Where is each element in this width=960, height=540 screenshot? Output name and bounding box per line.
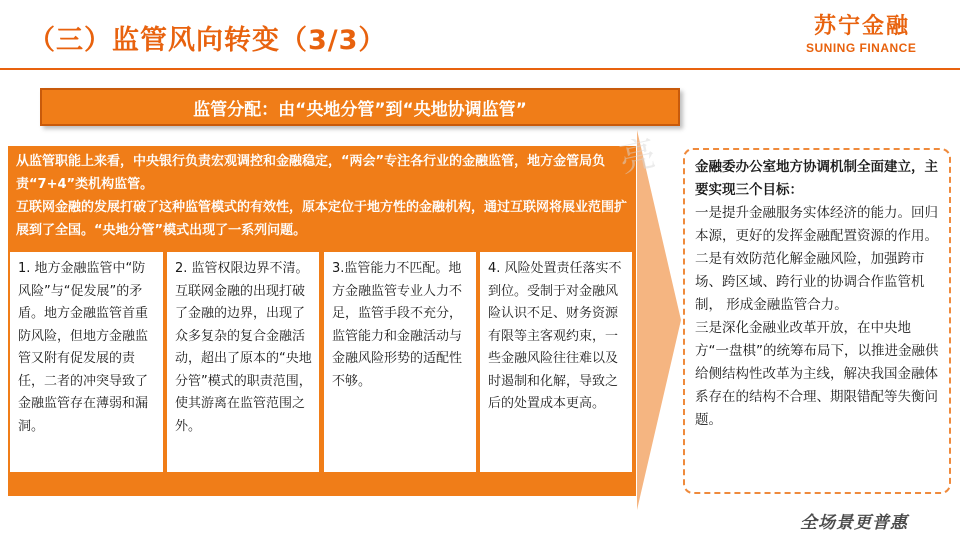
section-banner [40, 88, 680, 126]
problem-card-3: 3.监管能力不匹配。地方金融监管专业人力不足，监管手段不充分，监管能力和金融活动与金融风险形势的适配性不够。 [324, 252, 476, 472]
problem-card-2: 2. 监管权限边界不清。互联网金融的出现打破了金融的边界，出现了众多复杂的复合金融活动，超出了原本的“央地分管”模式的职责范围，使其游离在监管范围之外。 [167, 252, 319, 472]
logo-english-text: SUNING FINANCE [806, 41, 917, 55]
goal-item-2: 二是有效防范化解金融风险，加强跨市场、跨区域、跨行业的协调合作监管机制， 形成金融监管合力。 [695, 251, 925, 313]
header-divider [0, 68, 960, 70]
goal-item-3: 三是深化金融业改革开放，在中央地方“一盘棋”的统筹布局下，以推进金融供给侧结构性改革为主线，解决我国金融体系存在的结构不合理、期限错配等失衡问题。 [695, 320, 939, 428]
goals-box [683, 148, 951, 494]
banner-text: 监管分配：由“央地分管”到“央地协调监管” [193, 99, 527, 120]
suning-finance-logo [806, 14, 936, 60]
slide-title: （三）监管风向转变（3/3） [28, 25, 387, 56]
problem-card-4: 4. 风险处置责任落实不到位。受制于对金融风险认识不足、财务资源有限等主客观约束，一些金融风险往往难以及时遏制和化解，导致之后的处置成本更高。 [480, 252, 632, 472]
watermark-glyph: 亮 [615, 133, 660, 181]
intro-paragraph-2: 互联网金融的发展打破了这种监管模式的有效性，原本定位于地方性的金融机构，通过互联网将展业范围扩展到了全国。“央地分管”模式出现了一系列问题。 [16, 200, 628, 238]
intro-panel [8, 146, 636, 246]
goals-heading: 金融委办公室地方协调机制全面建立，主要实现三个目标： [695, 159, 938, 198]
intro-paragraph-1: 从监管职能上来看，中央银行负责宏观调控和金融稳定，“两会”专注各行业的金融监管，地方金管局负责“7+4”类机构监管。 [16, 154, 606, 192]
goal-item-1: 一是提升金融服务实体经济的能力。回归本源，更好的发挥金融配置资源的作用。 [695, 205, 938, 244]
footer-slogan: 全场景更普惠 [800, 513, 908, 533]
logo-chinese-text: 苏宁金融 [814, 14, 911, 39]
problem-card-1: 1. 地方金融监管中“防风险”与“促发展”的矛盾。地方金融监管首重防风险，但地方金融监管又附有促发展的责任，二者的冲突导致了金融监管存在薄弱和漏洞。 [10, 252, 163, 472]
